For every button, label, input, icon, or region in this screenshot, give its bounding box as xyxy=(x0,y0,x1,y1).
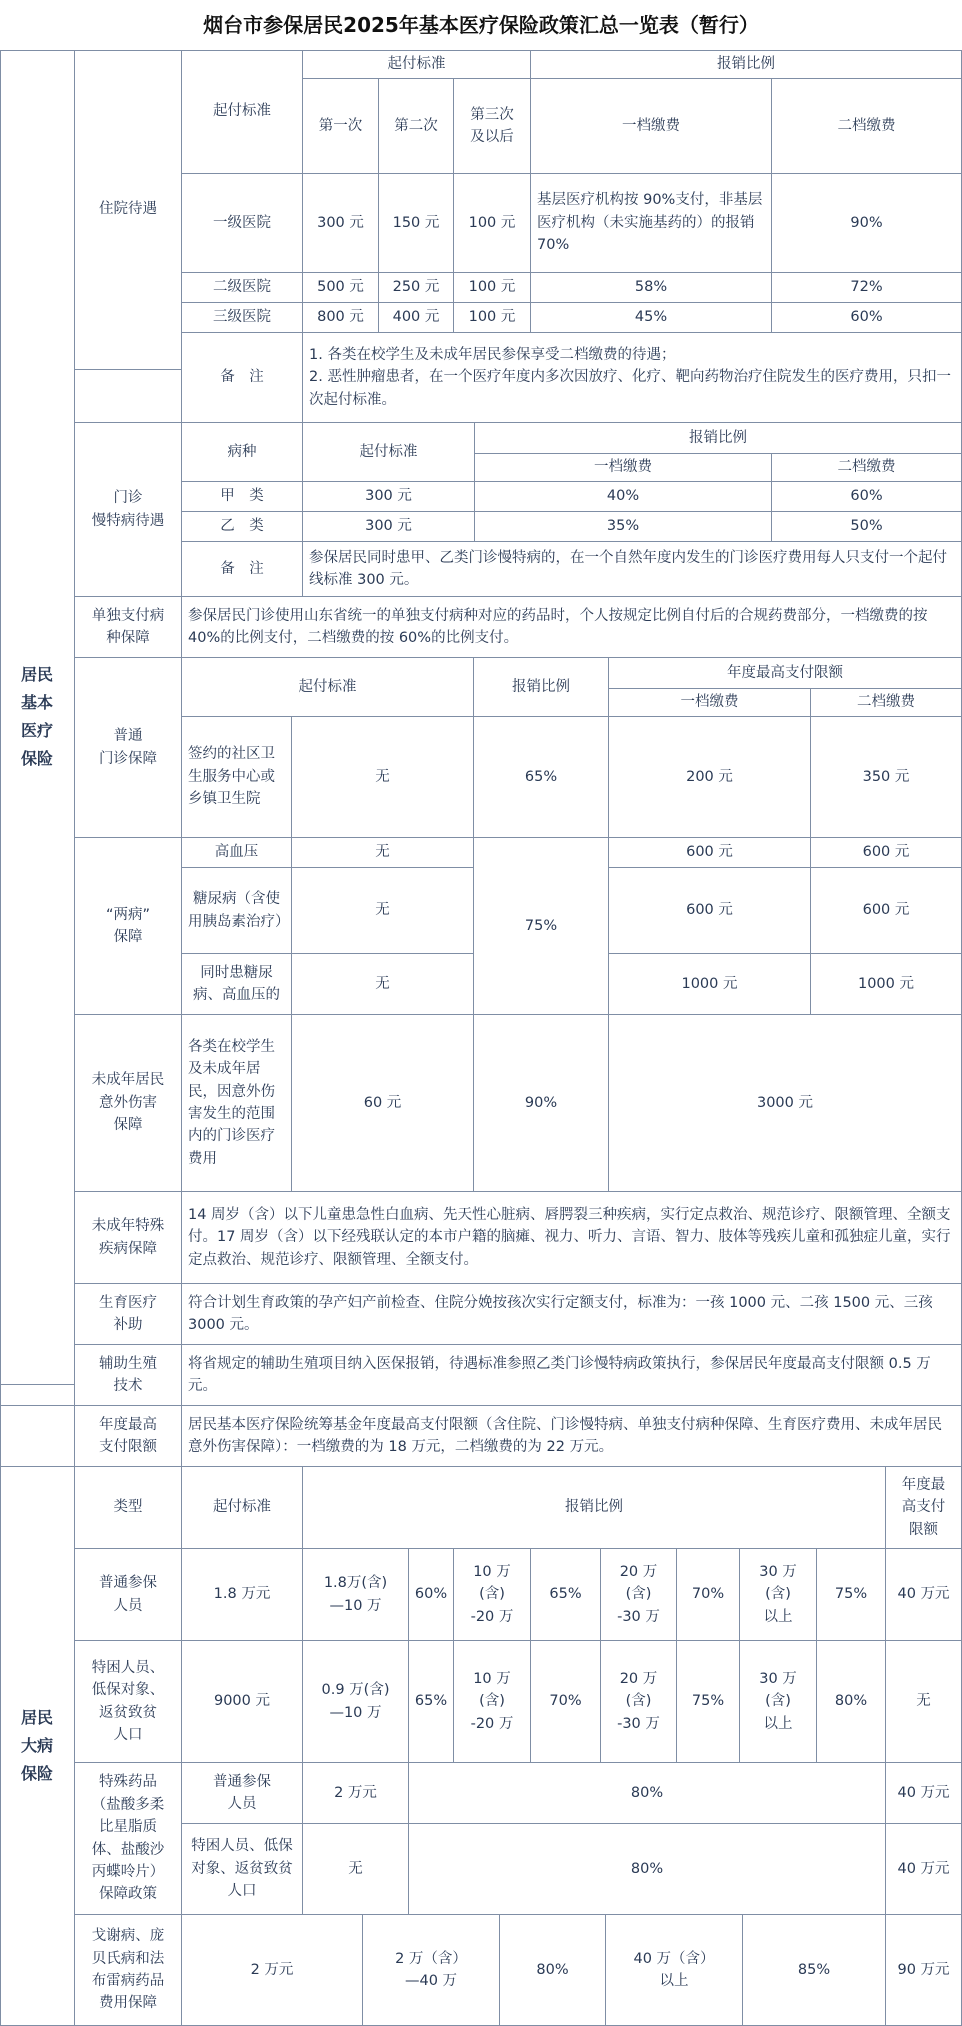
lv3-tier2 xyxy=(772,303,962,333)
minor-sp-label-text: 未成年特殊 疾病保障 xyxy=(91,1218,165,1257)
rare-ded-text: 2 万元 xyxy=(250,1961,294,1978)
spec-r2 xyxy=(531,1641,601,1763)
drug-spec-ded-text: 无 xyxy=(348,1860,363,1877)
minor-acc-limit xyxy=(609,1015,962,1192)
ord-limit-text: 40 万元 xyxy=(897,1586,950,1603)
minor-acc-scope xyxy=(182,1015,292,1192)
inp-deductible-header-text: 起付标准 xyxy=(213,103,271,120)
ord-r3 xyxy=(677,1549,740,1641)
inp-first xyxy=(303,79,379,174)
lv3-third xyxy=(454,303,531,333)
gen-scope-text: 签约的社区卫生服务中心或乡镇卫生院 xyxy=(188,746,275,808)
spec-b2 xyxy=(454,1641,531,1763)
ord-b2-text: 10 万 (含) -20 万 xyxy=(470,1563,514,1625)
lv1-name-text: 一级医院 xyxy=(213,214,271,231)
hbp-ded-text: 无 xyxy=(375,844,390,861)
rare-limit xyxy=(886,1915,962,2026)
lv2-second-text: 250 元 xyxy=(392,279,440,296)
lv2-tier2 xyxy=(772,273,962,303)
lv1-tier2 xyxy=(772,174,962,273)
twodis-ratio-text: 75% xyxy=(524,917,558,934)
both-t2-text: 1000 元 xyxy=(857,975,914,992)
inp-tier1-text: 一档缴费 xyxy=(622,117,680,134)
single-drug-label xyxy=(75,597,182,658)
lv2-tier1-text: 58% xyxy=(634,279,668,296)
crit-type-header-text: 类型 xyxy=(113,1499,143,1516)
drug-ord-limit-text: 40 万元 xyxy=(897,1784,950,1801)
chr-note-label xyxy=(182,542,303,597)
chronic-label xyxy=(75,423,182,597)
ord-r4-text: 75% xyxy=(834,1586,868,1603)
annual-text-text: 居民基本医疗保险统筹基金年度最高支付限额（含住院、门诊慢特病、单独支付病种保障、生育医疗费用、未成年居民意外伤害保障）：一档缴费的为 18 万元，二档缴费的为 22 万元。 xyxy=(188,1416,942,1455)
spec-type-text: 特困人员、 低保对象、 返贫致贫 人口 xyxy=(91,1659,165,1743)
drug-ord-type-text: 普通参保 人员 xyxy=(213,1773,271,1812)
crit-limit-header-text: 年度最 高支付 限额 xyxy=(901,1476,946,1538)
both-t1 xyxy=(609,954,811,1015)
chr-b-text: 乙 类 xyxy=(220,518,264,535)
minor-acc-label-text: 未成年居民 意外伤害 保障 xyxy=(91,1072,165,1134)
rare-limit-text: 90 万元 xyxy=(897,1961,950,1978)
ord-type-text: 普通参保 人员 xyxy=(99,1575,157,1614)
dm-t1-text: 600 元 xyxy=(686,902,733,919)
chr-deductible-header xyxy=(303,423,475,482)
minor-sp-text-text: 14 周岁（含）以下儿童患急性白血病、先天性心脏病、唇腭裂三种疾病，实行定点救治、规范诊疗、限额管理、全额支付。17 周岁（含）以下经残联认定的本市户籍的脑瘫、视力、听力、言语、智力、肢体等残疾儿童和孤独症儿童，实行定点救治、规范诊疗、限额管理、全额支付。 xyxy=(188,1206,951,1268)
chr-b-t2-text: 50% xyxy=(850,518,883,535)
hbp-ded xyxy=(292,838,474,868)
chr-note-label-text: 备 注 xyxy=(220,560,264,577)
inp-ratio-group xyxy=(531,50,962,79)
chr-note-text xyxy=(303,542,962,597)
drug-spec-ded xyxy=(303,1824,409,1915)
cat-basic-ext xyxy=(0,1385,75,1406)
spec-r4-text: 80% xyxy=(834,1693,868,1710)
spec-b3 xyxy=(601,1641,677,1763)
both-t2 xyxy=(811,954,962,1015)
spec-ded xyxy=(182,1641,303,1763)
inp-deductible-header xyxy=(182,50,303,174)
chr-disease-header xyxy=(182,423,303,482)
spec-r3 xyxy=(677,1641,740,1763)
spec-r4 xyxy=(817,1641,886,1763)
inp-second-text: 第二次 xyxy=(394,117,438,134)
chr-b-ded xyxy=(303,512,475,542)
annual-label-text: 年度最高 支付限额 xyxy=(99,1416,157,1455)
lv1-third xyxy=(454,174,531,273)
inp-ratio-group-text: 报销比例 xyxy=(717,55,775,72)
spec-b4-text: 30 万 (含) 以上 xyxy=(759,1670,797,1732)
rare-b1-text: 2 万（含） —40 万 xyxy=(395,1950,467,1989)
crit-type-header xyxy=(75,1467,182,1549)
gen-ratio-header xyxy=(474,658,609,717)
minor-sp-label xyxy=(75,1192,182,1284)
rare-b2 xyxy=(606,1915,743,2026)
both-ded xyxy=(292,954,474,1015)
chr-b-ded-text: 300 元 xyxy=(365,518,412,535)
minor-acc-scope-text: 各类在校学生及未成年居民，因意外伤害发生的范围内的门诊医疗费用 xyxy=(188,1038,275,1167)
lv1-second xyxy=(379,174,454,273)
chr-a-t1 xyxy=(475,482,772,512)
inp-second xyxy=(379,79,454,174)
gen-t1 xyxy=(609,717,811,838)
lv3-second-text: 400 元 xyxy=(392,309,440,326)
chr-ratio-group-text: 报销比例 xyxy=(689,429,747,446)
inp-note-label-text: 备 注 xyxy=(220,369,264,386)
both-name-text: 同时患糖尿病、高血压的 xyxy=(193,964,280,1003)
annual-text xyxy=(182,1406,962,1467)
ord-ded xyxy=(182,1549,303,1641)
assist-text-text: 将省规定的辅助生殖项目纳入医保报销，待遇标准参照乙类门诊慢特病政策执行，参保居民年度最高支付限额 0.5 万元。 xyxy=(188,1355,931,1394)
gen-t2-text: 350 元 xyxy=(862,768,910,785)
chr-b-t2 xyxy=(772,512,962,542)
minor-sp-text xyxy=(182,1192,962,1284)
drug-label-text: 特殊药品 （盐酸多柔 比星脂质 体、盐酸沙 丙蝶呤片） 保障政策 xyxy=(91,1774,165,1903)
rare-r1-text: 80% xyxy=(536,1961,569,1978)
spec-b1 xyxy=(303,1641,409,1763)
ord-b1-text: 1.8万(含) —10 万 xyxy=(323,1575,388,1614)
drug-ord-type xyxy=(182,1763,303,1824)
drug-spec-type-text: 特困人员、低保对象、返贫致贫人口 xyxy=(191,1838,293,1900)
inp-third-text: 第三次 及以后 xyxy=(470,106,514,145)
lv3-first xyxy=(303,303,379,333)
gen-limit-group-text: 年度最高支付限额 xyxy=(727,664,843,681)
gen-ratio xyxy=(474,717,609,838)
lv2-tier1 xyxy=(531,273,772,303)
single-drug-text xyxy=(182,597,962,658)
lv2-name-text: 二级医院 xyxy=(213,279,271,296)
lv1-tier2-text: 90% xyxy=(850,214,883,231)
ord-r1 xyxy=(409,1549,454,1641)
lv2-first-text: 500 元 xyxy=(317,279,364,296)
ord-b3-text: 20 万 (含) -30 万 xyxy=(617,1563,660,1625)
lv2-first xyxy=(303,273,379,303)
hbp-name-text: 高血压 xyxy=(214,844,259,861)
rare-r1 xyxy=(500,1915,606,2026)
minor-acc-label xyxy=(75,1015,182,1192)
gen-t1-text: 200 元 xyxy=(686,768,733,785)
crit-limit-header xyxy=(886,1467,962,1549)
single-drug-text-text: 参保居民门诊使用山东省统一的单独支付病种对应的药品时，个人按规定比例自付后的合规药费部分，一档缴费的按 40%的比例支付，二档缴费的按 60%的比例支付。 xyxy=(188,607,928,646)
chr-a xyxy=(182,482,303,512)
lv3-second xyxy=(379,303,454,333)
hbp-t2-text: 600 元 xyxy=(862,844,910,861)
ord-ded-text: 1.8 万元 xyxy=(213,1586,271,1603)
crit-ded-header-text: 起付标准 xyxy=(213,1499,271,1516)
chr-a-t2-text: 60% xyxy=(850,488,883,505)
crit-ratio-header-text: 报销比例 xyxy=(565,1499,623,1516)
inp-tier1 xyxy=(531,79,772,174)
annual-label xyxy=(75,1406,182,1467)
gen-limit-group xyxy=(609,658,962,689)
lv1-first xyxy=(303,174,379,273)
birth-text-text: 符合计划生育政策的孕产妇产前检查、住院分娩按孩次实行定额支付，标准为：一孩 1000 元、二孩 1500 元、三孩 3000 元。 xyxy=(188,1294,933,1333)
minor-acc-ded xyxy=(292,1015,474,1192)
spec-r1 xyxy=(409,1641,454,1763)
lv2-third xyxy=(454,273,531,303)
inpatient-label-ext xyxy=(75,370,182,423)
hbp-t2 xyxy=(811,838,962,868)
gen-deductible-header-text: 起付标准 xyxy=(298,678,357,695)
lv2-tier2-text: 72% xyxy=(850,279,883,296)
drug-spec-type xyxy=(182,1824,303,1915)
spec-r1-text: 65% xyxy=(414,1693,448,1710)
crit-ded-header xyxy=(182,1467,303,1549)
spec-type xyxy=(75,1641,182,1763)
cat-critical xyxy=(0,1467,75,2026)
birth-label-text: 生育医疗 补助 xyxy=(99,1294,157,1333)
hbp-name xyxy=(182,838,292,868)
gen-limit-t2 xyxy=(811,689,962,717)
both-t1-text: 1000 元 xyxy=(681,975,738,992)
spec-limit xyxy=(886,1641,962,1763)
lv2-third-text: 100 元 xyxy=(468,279,516,296)
spec-r2-text: 70% xyxy=(549,1693,582,1710)
birth-label xyxy=(75,1284,182,1345)
drug-label xyxy=(75,1763,182,1915)
chr-a-t1-text: 40% xyxy=(606,488,640,505)
drug-ord-ded xyxy=(303,1763,409,1824)
minor-acc-ratio-text: 90% xyxy=(524,1094,558,1111)
minor-acc-ded-text: 60 元 xyxy=(363,1094,402,1111)
chr-tier1-text: 一档缴费 xyxy=(594,459,652,476)
gen-limit-t1 xyxy=(609,689,811,717)
crit-ratio-header xyxy=(303,1467,886,1549)
single-drug-label-text: 单独支付病 种保障 xyxy=(91,607,165,646)
ord-r1-text: 60% xyxy=(414,1586,448,1603)
drug-spec-limit-text: 40 万元 xyxy=(897,1860,950,1877)
chr-b-t1 xyxy=(475,512,772,542)
drug-ord-ratio-text: 80% xyxy=(630,1784,664,1801)
assist-text xyxy=(182,1345,962,1406)
lv1-tier1-text: 基层医疗机构按 90%支付，非基层医疗机构（未实施基药的）的报销 70% xyxy=(537,192,763,254)
chr-a-text: 甲 类 xyxy=(220,488,264,505)
lv3-name xyxy=(182,303,303,333)
chr-a-t2 xyxy=(772,482,962,512)
rare-label xyxy=(75,1915,182,2026)
rare-b2-text: 40 万（含） 以上 xyxy=(633,1950,715,1989)
drug-ord-limit xyxy=(886,1763,962,1824)
lv2-name xyxy=(182,273,303,303)
ord-type xyxy=(75,1549,182,1641)
inpatient-label-text: 住院待遇 xyxy=(99,201,157,218)
cat-basic-ext2 xyxy=(0,1406,75,1467)
gen-deductible-text: 无 xyxy=(375,768,390,785)
dm-ded xyxy=(292,868,474,954)
spec-ded-text: 9000 元 xyxy=(213,1693,270,1710)
hbp-t1 xyxy=(609,838,811,868)
ord-r4 xyxy=(817,1549,886,1641)
dm-t2-text: 600 元 xyxy=(862,902,910,919)
lv1-first-text: 300 元 xyxy=(317,214,364,231)
dm-ded-text: 无 xyxy=(375,902,390,919)
assist-label-text: 辅助生殖 技术 xyxy=(99,1355,157,1394)
lv1-third-text: 100 元 xyxy=(468,214,516,231)
lv1-tier1 xyxy=(531,174,772,273)
rare-r2-text: 85% xyxy=(797,1961,831,1978)
ord-b4 xyxy=(740,1549,817,1641)
twodis-label-text: “两病” 保障 xyxy=(105,906,151,945)
inp-note-text xyxy=(303,333,962,423)
inp-note-label xyxy=(182,333,303,423)
inpatient-label xyxy=(75,50,182,370)
gen-deductible-header xyxy=(182,658,474,717)
drug-spec-limit xyxy=(886,1824,962,1915)
ord-limit xyxy=(886,1549,962,1641)
page-title: 烟台市参保居民2025年基本医疗保险政策汇总一览表（暂行） xyxy=(203,13,759,37)
minor-acc-limit-text: 3000 元 xyxy=(756,1094,813,1111)
spec-b2-text: 10 万 (含) -20 万 xyxy=(470,1670,514,1732)
both-name xyxy=(182,954,292,1015)
dm-t2 xyxy=(811,868,962,954)
spec-b4 xyxy=(740,1641,817,1763)
chr-tier1 xyxy=(475,454,772,482)
gen-t2 xyxy=(811,717,962,838)
drug-spec-ratio-text: 80% xyxy=(630,1860,664,1877)
cat-basic xyxy=(0,50,75,1385)
gen-limit-t1-text: 一档缴费 xyxy=(680,694,739,711)
chr-b xyxy=(182,512,303,542)
lv1-second-text: 150 元 xyxy=(392,214,440,231)
ord-r2-text: 65% xyxy=(549,1586,582,1603)
hbp-t1-text: 600 元 xyxy=(686,844,733,861)
spec-b3-text: 20 万 (含) -30 万 xyxy=(617,1670,660,1732)
lv3-tier2-text: 60% xyxy=(850,309,883,326)
twodis-label xyxy=(75,838,182,1015)
inp-note-text-text: 1. 各类在校学生及未成年居民参保享受二档缴费的待遇； 2. 恶性肿瘤患者，在一个医疗年度内多次因放疗、化疗、靶向药物治疗住院发生的医疗费用，只扣一次起付标准。 xyxy=(309,346,951,408)
rare-ded xyxy=(182,1915,363,2026)
ord-b4-text: 30 万 (含) 以上 xyxy=(759,1563,797,1625)
lv3-tier1-text: 45% xyxy=(634,309,668,326)
lv3-name-text: 三级医院 xyxy=(213,309,271,326)
gen-deductible xyxy=(292,717,474,838)
ord-b2 xyxy=(454,1549,531,1641)
drug-spec-ratio xyxy=(409,1824,886,1915)
chr-a-ded-text: 300 元 xyxy=(365,488,412,505)
general-label-text: 普通 门诊保障 xyxy=(99,728,157,767)
both-ded-text: 无 xyxy=(375,975,390,992)
drug-ord-ded-text: 2 万元 xyxy=(334,1784,377,1801)
rare-b1 xyxy=(363,1915,500,2026)
lv3-third-text: 100 元 xyxy=(468,309,516,326)
ord-b3 xyxy=(601,1549,677,1641)
chr-note-text-text: 参保居民同时患甲、乙类门诊慢特病的，在一个自然年度内发生的门诊医疗费用每人只支付一个起付线标准 300 元。 xyxy=(309,549,947,588)
inp-deductible-group-text: 起付标准 xyxy=(387,55,446,72)
chr-b-t1-text: 35% xyxy=(606,518,640,535)
general-label xyxy=(75,658,182,838)
rare-r2 xyxy=(743,1915,886,2026)
twodis-ratio xyxy=(474,838,609,1015)
gen-scope xyxy=(182,717,292,838)
lv3-tier1 xyxy=(531,303,772,333)
dm-name xyxy=(182,868,292,954)
gen-ratio-text: 65% xyxy=(524,768,558,785)
spec-b1-text: 0.9 万(含) —10 万 xyxy=(321,1682,390,1721)
inp-third xyxy=(454,79,531,174)
inp-first-text: 第一次 xyxy=(318,117,363,134)
gen-limit-t2-text: 二档缴费 xyxy=(857,694,915,711)
lv2-second xyxy=(379,273,454,303)
ord-r3-text: 70% xyxy=(691,1586,725,1603)
chr-deductible-header-text: 起付标准 xyxy=(359,443,418,460)
chr-disease-header-text: 病种 xyxy=(227,443,257,460)
rare-label-text: 戈谢病、庞 贝氏病和法 布雷病药品 费用保障 xyxy=(91,1928,165,2012)
cat-basic-text: 居民 基本 医疗 保险 xyxy=(20,665,53,768)
dm-t1 xyxy=(609,868,811,954)
inp-tier2 xyxy=(772,79,962,174)
spec-limit-text: 无 xyxy=(916,1693,931,1710)
drug-ord-ratio xyxy=(409,1763,886,1824)
assist-label xyxy=(75,1345,182,1406)
birth-text xyxy=(182,1284,962,1345)
chr-tier2 xyxy=(772,454,962,482)
chronic-label-text: 门诊 慢特病待遇 xyxy=(91,490,165,529)
spec-r3-text: 75% xyxy=(691,1693,725,1710)
chr-a-ded xyxy=(303,482,475,512)
chr-tier2-text: 二档缴费 xyxy=(837,459,896,476)
gen-ratio-header-text: 报销比例 xyxy=(512,678,570,695)
inp-tier2-text: 二档缴费 xyxy=(837,117,896,134)
inp-deductible-group xyxy=(303,50,531,79)
policy-table xyxy=(0,50,962,2026)
dm-name-text: 糖尿病（含使用胰岛素治疗） xyxy=(188,891,290,930)
cat-critical-text: 居民 大病 保险 xyxy=(20,1708,53,1783)
chr-ratio-group xyxy=(475,423,962,454)
minor-acc-ratio xyxy=(474,1015,609,1192)
ord-b1 xyxy=(303,1549,409,1641)
ord-r2 xyxy=(531,1549,601,1641)
lv3-first-text: 800 元 xyxy=(317,309,364,326)
lv1-name xyxy=(182,174,303,273)
